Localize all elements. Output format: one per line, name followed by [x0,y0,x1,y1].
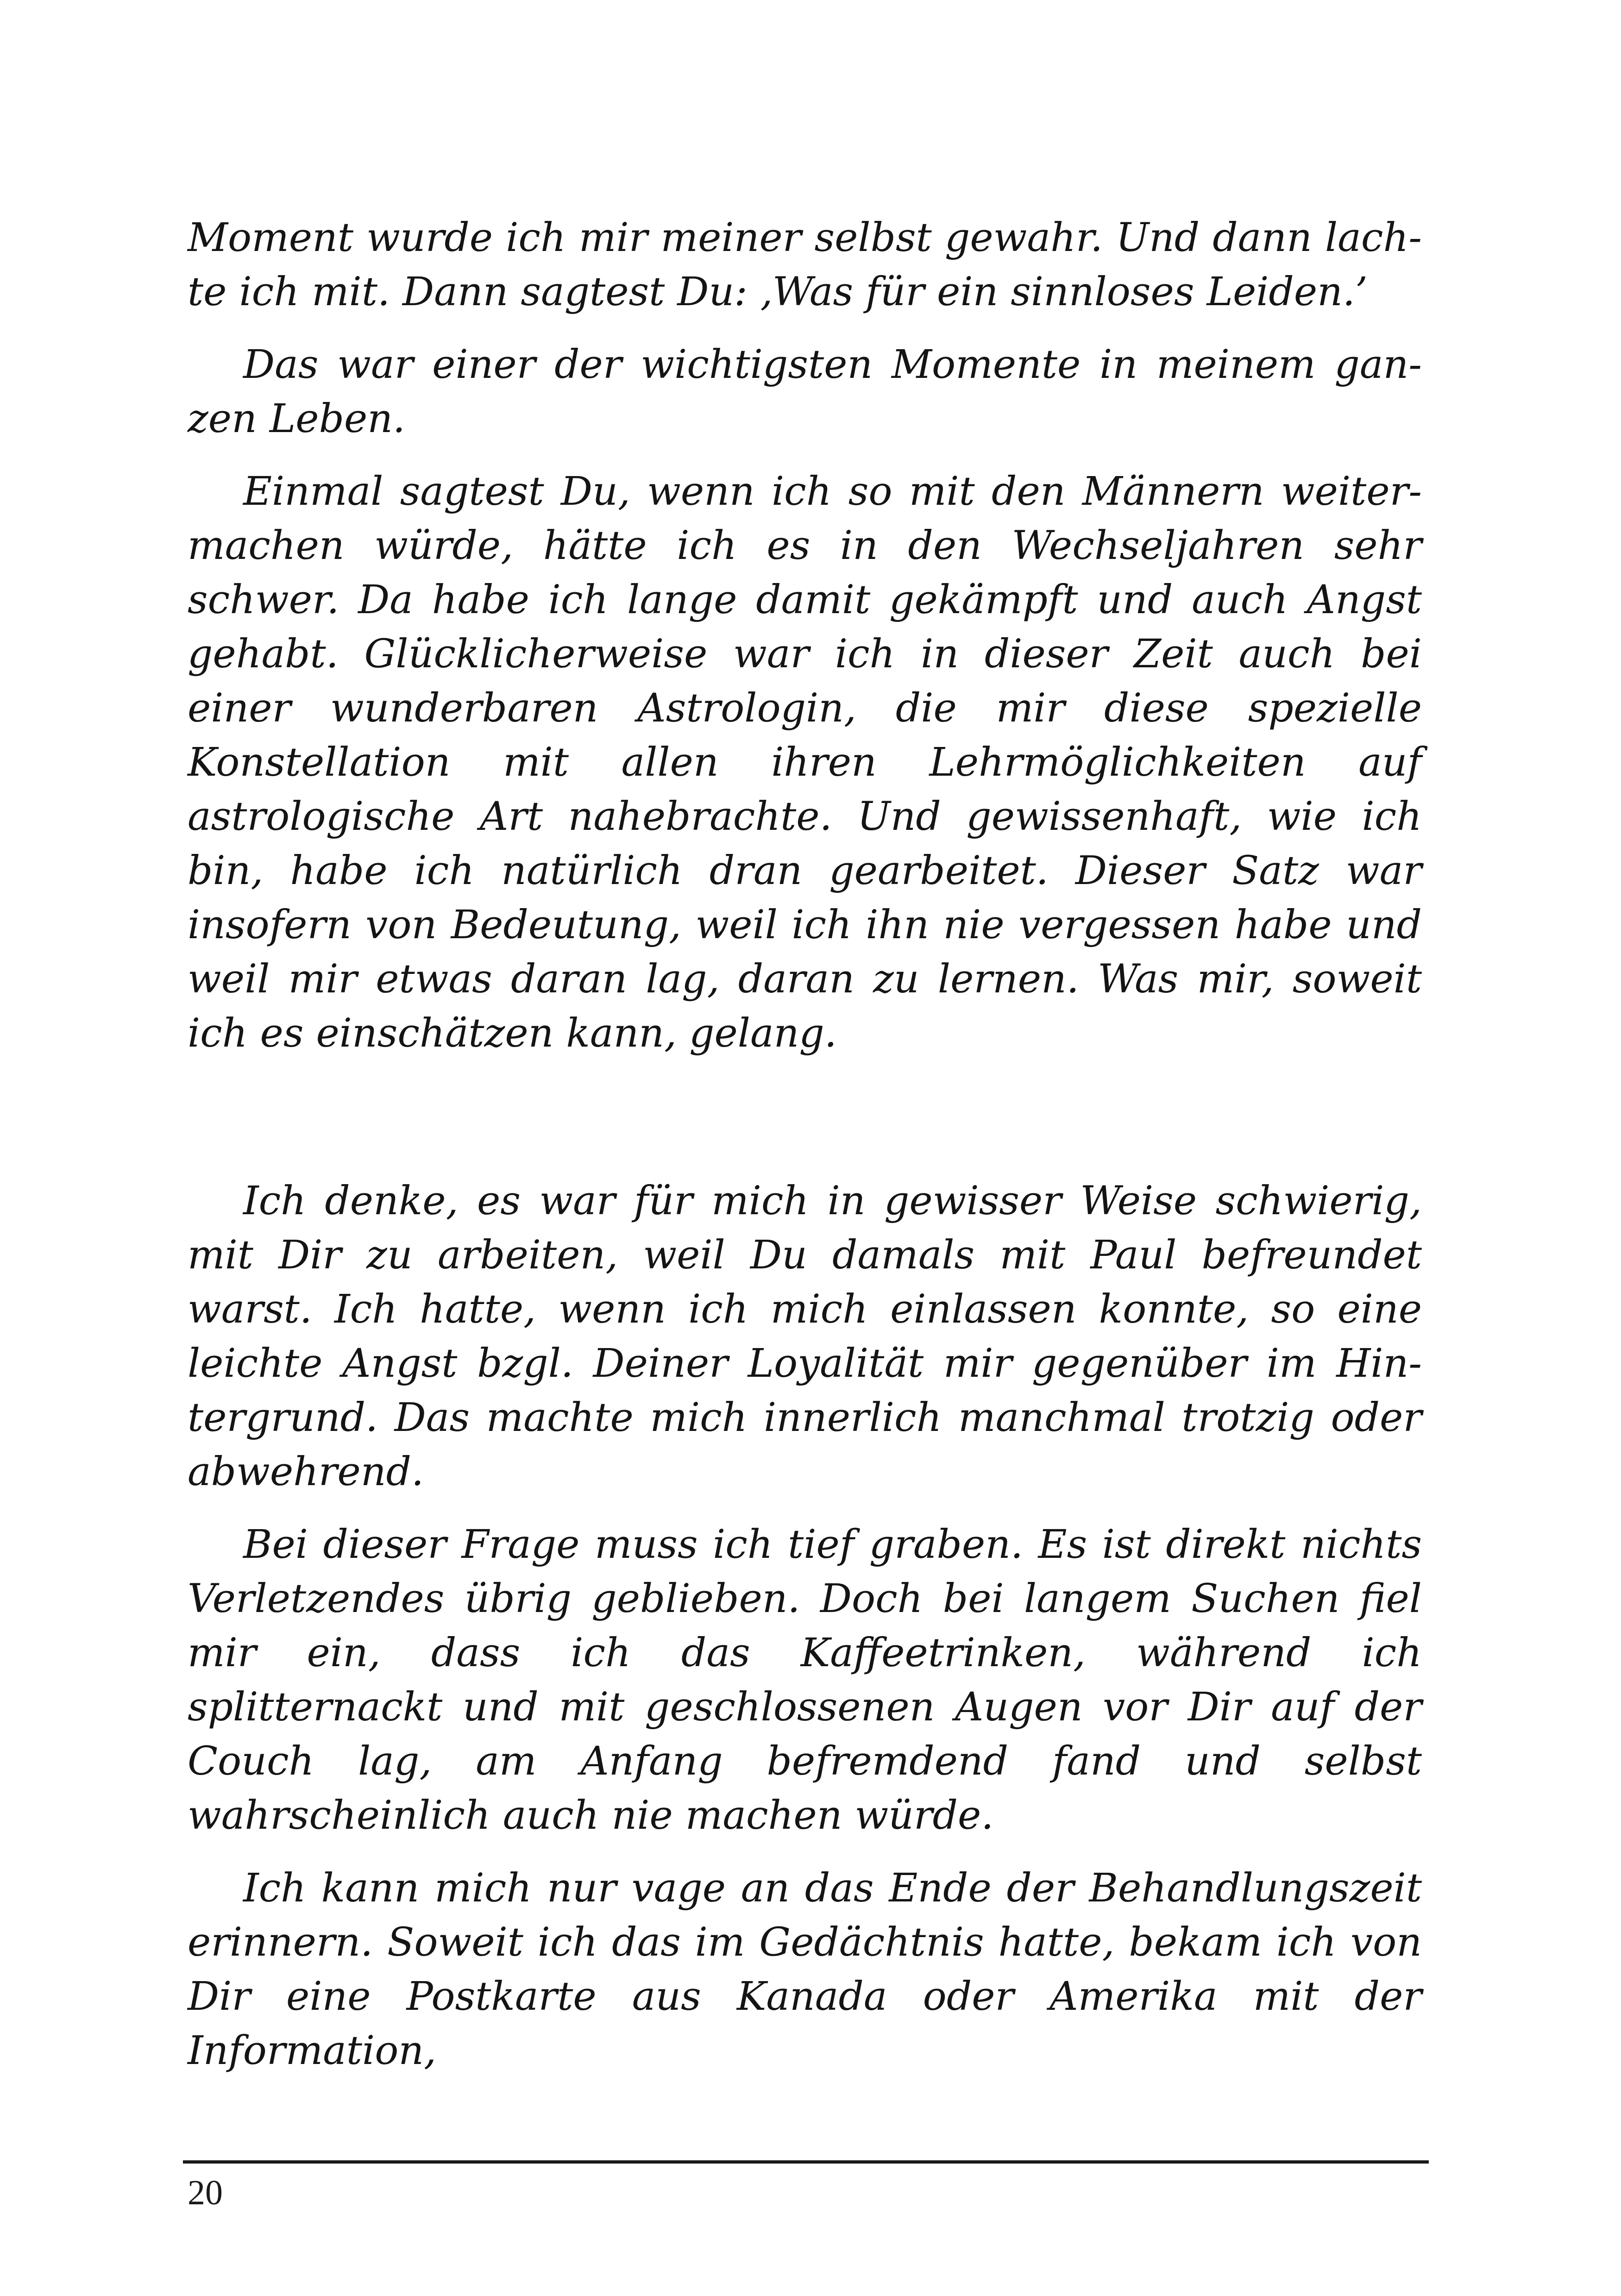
body-text-lower [188,1174,1422,2078]
page-number: 20 [188,2173,223,2212]
body-text-upper [188,211,1422,1060]
paragraph-2: Das war einer der wichtigsten Momente in meinem ganzen Leben. [188,342,1422,442]
paragraph-5: Bei dieser Frage muss ich tief graben. Es ist direkt nichts Verletzendes übrig geblieben. Doch bei langem Suchen fiel mir ein, dass ich das Kaffeetrinken, während ich splitternackt und mit geschlossenen Augen vor Dir auf der Couch lag, am Anfang befremdend fand und selbst wahrscheinlich auch nie machen würde. [188,1522,1422,1838]
paragraph-1: Moment wurde ich mir meiner selbst gewahr. Und dann lachte ich mit. Dann sagtest Du: ‚Was für ein sinnloses Leiden.’ [188,215,1422,315]
paragraph-3: Einmal sagtest Du, wenn ich so mit den Männern weitermachen würde, hätte ich es in den Wechseljahren sehr schwer. Da habe ich lange damit gekämpft und auch Angst gehabt. Glücklicherweise war ich in dieser Zeit auch bei einer wunderbaren Astrologin, die mir diese spezielle Konstellation mit allen ihren Lehrmöglichkeiten auf astrologische Art nahebrachte. Und gewissenhaft, wie ich bin, habe ich natürlich dran gearbeitet. Dieser Satz war insofern von Bedeutung, weil ich ihn nie vergessen habe und weil mir etwas daran lag, daran zu lernen. Was mir, soweit ich es einschätzen kann, gelang. [188,469,1422,1056]
paragraph-4: Ich denke, es war für mich in gewisser Weise schwierig, mit Dir zu arbeiten, weil Du damals mit Paul befreundet warst. Ich hatte, wenn ich mich einlassen konnte, so eine leichte Angst bzgl. Deiner Loyalität mir gegenüber im Hintergrund. Das machte mich innerlich manchmal trotzig oder abwehrend. [188,1178,1422,1495]
paragraph-6: Ich kann mich nur vage an das Ende der Behandlungszeit erinnern. Soweit ich das im Gedächtnis hatte, bekam ich von Dir eine Postkarte aus Kanada oder Amerika mit der Information, [188,1865,1422,2074]
footer-rule [183,2160,1429,2164]
